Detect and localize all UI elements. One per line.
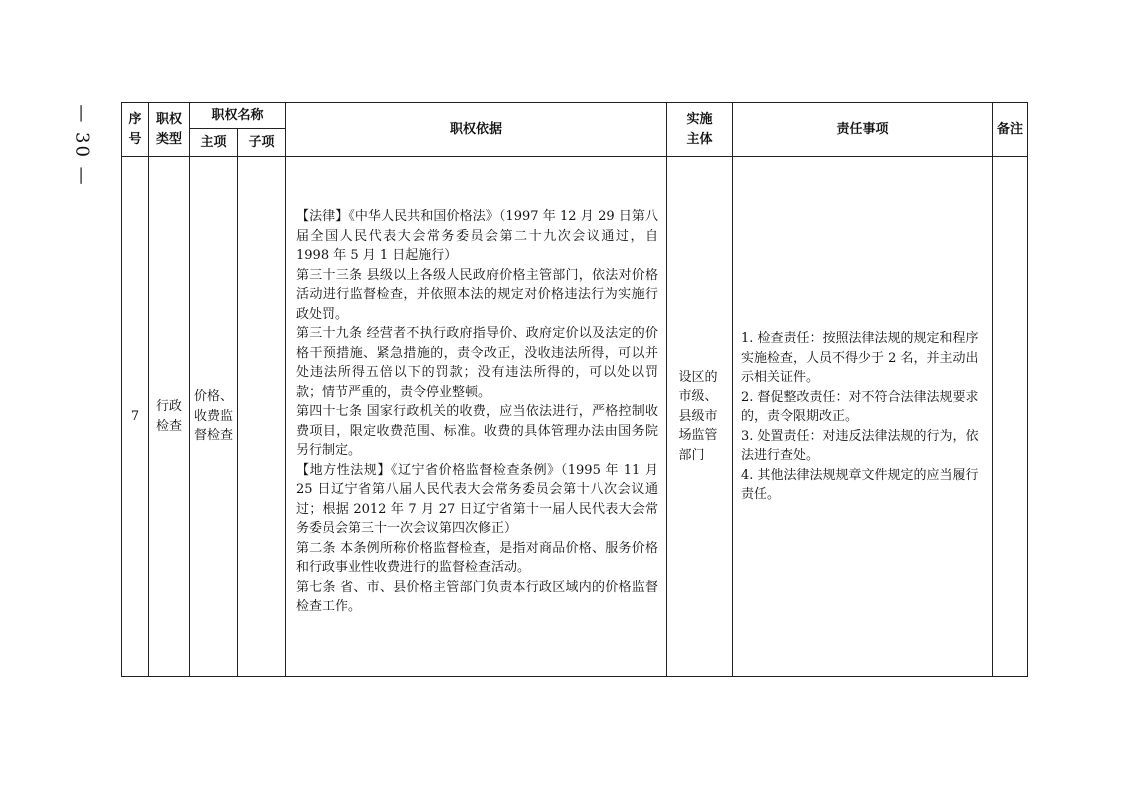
- header-responsibility: 责任事项: [733, 103, 993, 157]
- cell-seq: 7: [122, 157, 149, 677]
- basis-paragraph: 第三十九条 经营者不执行政府指导价、政府定价以及法定的价格干预措施、紧急措施的，责令改正，没收违法所得，可以并处违法所得五倍以下的罚款；没有违法所得的，可以处以罚款；情节严重的，责令停业整顿。: [296, 326, 659, 400]
- cell-main-item: 价格、收费监督检查: [190, 157, 238, 677]
- cell-type: 行政检查: [149, 157, 190, 677]
- basis-paragraph: 第七条 省、市、县价格主管部门负责本行政区域内的价格监督检查工作。: [296, 579, 659, 614]
- cell-subject: 设区的市级、县级市场监管部门: [667, 157, 733, 677]
- basis-paragraph: 第四十七条 国家行政机关的收费，应当依法进行，严格控制收费项目，限定收费范围、标准。收费的具体管理办法由国务院另行制定。: [296, 404, 659, 458]
- cell-remarks: [993, 157, 1028, 677]
- cell-responsibility: [733, 157, 993, 677]
- header-remarks: 备注: [993, 103, 1028, 157]
- responsibility-item: 2. 督促整改责任：对不符合法律法规要求的，责令限期改正。: [741, 389, 979, 424]
- header-seq: 序号: [122, 103, 149, 157]
- header-type: 职权类型: [149, 103, 190, 157]
- header-sub-item: 子项: [238, 129, 286, 157]
- basis-paragraph: 第二条 本条例所称价格监督检查，是指对商品价格、服务价格和行政事业性收费进行的监督检查活动。: [296, 540, 659, 575]
- rights-table: [121, 102, 1028, 677]
- responsibility-item: 1. 检查责任：按照法律法规的规定和程序实施检查，人员不得少于 2 名，并主动出示相关证件。: [741, 331, 979, 385]
- cell-sub-item: [238, 157, 286, 677]
- responsibility-item: 3. 处置责任：对违反法律法规的行为，依法进行查处。: [741, 428, 979, 463]
- table-row: [122, 157, 1028, 677]
- header-name: 职权名称: [190, 103, 286, 129]
- page-number: [64, 100, 100, 190]
- page-number-text: — 30 —: [71, 103, 93, 187]
- basis-paragraph: 第三十三条 县级以上各级人民政府价格主管部门，依法对价格活动进行监督检查，并依照本法的规定对价格违法行为实施行政处罚。: [296, 267, 659, 322]
- header-subject: 实施主体: [667, 103, 733, 157]
- header-main-item: 主项: [190, 129, 238, 157]
- header-row-1: [122, 103, 1028, 129]
- basis-paragraph: 【地方性法规】《辽宁省价格监督检查条例》（1995 年 11 月 25 日辽宁省第八届人民代表大会常务委员会第十八次会议通过；根据 2012 年 7 月 27 日辽宁省第十一届人民代表大会常务委员会第三十一次会议第四次修正）: [296, 462, 659, 536]
- cell-basis: [286, 157, 667, 677]
- header-basis: 职权依据: [286, 103, 667, 157]
- basis-paragraph: 【法律】《中华人民共和国价格法》（1997 年 12 月 29 日第八届全国人民代表大会常务委员会第二十九次会议通过，自 1998 年 5 月 1 日起施行）: [296, 209, 659, 263]
- responsibility-item: 4. 其他法律法规规章文件规定的应当履行责任。: [741, 467, 979, 502]
